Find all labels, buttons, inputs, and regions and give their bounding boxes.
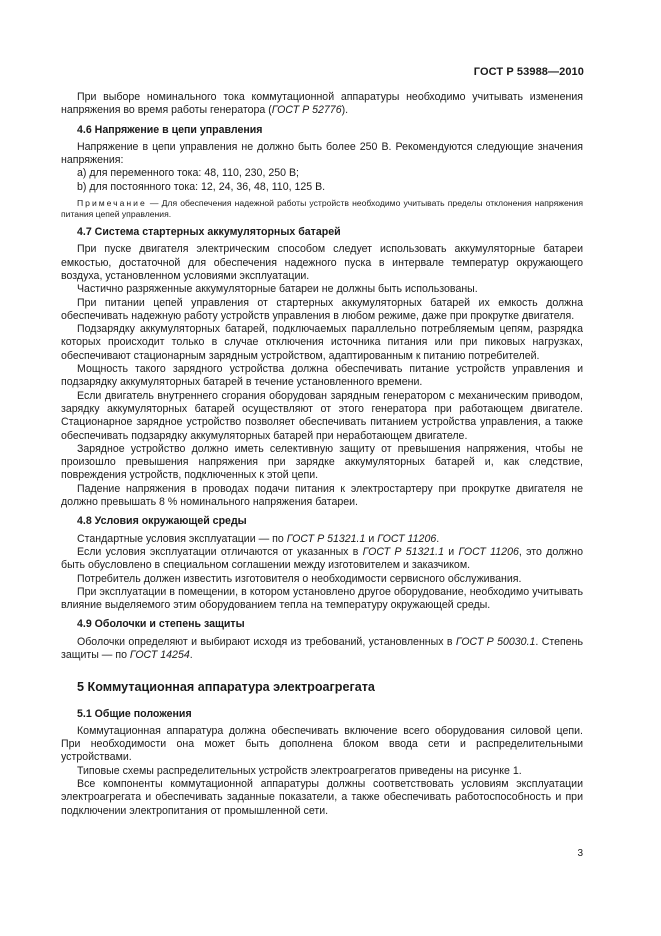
text: Если условия эксплуатации отличаются от указанных в <box>77 545 363 558</box>
paragraph: Коммутационная аппаратура должна обеспечивать включение всего оборудования силовой цепи. При необходимости она может быть дополнена блоком ввода сети и распределительными устройствами. <box>61 724 583 764</box>
note <box>61 198 583 220</box>
list-item-b: b) для постоянного тока: 12, 24, 36, 48, 110, 125 В. <box>77 180 326 193</box>
standard-reference: ГОСТ Р 51321.1 <box>362 545 445 558</box>
section-heading-4-6: 4.6 Напряжение в цепи управления <box>77 123 263 136</box>
paragraph <box>61 636 583 663</box>
section-heading-4-7: 4.7 Система стартерных аккумуляторных батарей <box>77 226 341 239</box>
paragraph: Типовые схемы распределительных устройств электроагрегатов приведены на рисунке 1. <box>77 764 522 777</box>
text: Стандартные условия эксплуатации — по <box>77 532 287 545</box>
text: , это должно быть обусловлено в специальном соглашении между изготовителем и заказчиком. <box>61 545 583 572</box>
standard-reference: ГОСТ 14254 <box>129 648 190 661</box>
section-heading-5: 5 Коммутационная аппаратура электроагрегата <box>77 680 375 695</box>
paragraph: Зарядное устройство должно иметь селективную защиту от превышения напряжения, чтобы не произошло превышения напряжения при зарядке аккумуляторных батарей и, как следствие, повреждения устройств, подключенных к этой цепи. <box>61 442 583 482</box>
paragraph <box>61 533 583 546</box>
paragraph: Мощность такого зарядного устройства должна обеспечивать питание устройств управления и подзарядку аккумуляторных батарей в течение установленного времени. <box>61 363 583 389</box>
note-label: Примечание <box>77 198 147 209</box>
document-id-header: ГОСТ Р 53988—2010 <box>473 66 584 78</box>
paragraph: Падение напряжения в проводах подачи питания к электростартеру при прокрутке двигателя не должно превышать 8 % номинального напряжения батареи. <box>61 482 583 509</box>
section-heading-4-8: 4.8 Условия окружающей среды <box>77 515 247 528</box>
paragraph: Частично разряженные аккумуляторные батареи не должны быть использованы. <box>77 283 478 296</box>
paragraph: При питании цепей управления от стартерных аккумуляторных батарей их емкость должна обеспечивать надежную работу устройств управления в любом режиме, даже при прокрутке двигателя. <box>61 296 583 322</box>
list-item-a: а) для переменного тока: 48, 110, 230, 250 В; <box>77 167 299 180</box>
intro-text-end: ). <box>341 104 349 117</box>
paragraph: При эксплуатации в помещении, в котором установлено другое оборудование, необходимо учитывать влияние выделяемого этим оборудованием тепла на температуру окружающей среды. <box>61 585 583 612</box>
paragraph: Потребитель должен известить изготовителя о необходимости сервисного обслуживания. <box>77 572 522 585</box>
paragraph <box>61 546 583 573</box>
paragraph: Все компоненты коммутационной аппаратуры должны соответствовать условиям эксплуатации электроагрегата и обеспечивать заданные показатели, а также обеспечивать работоспособность и при подключении электропитания от промышленной сети. <box>61 778 583 817</box>
intro-paragraph <box>61 91 583 118</box>
standard-reference: ГОСТ 11206 <box>377 532 437 545</box>
paragraph: При пуске двигателя электрическим способом следует использовать аккумуляторные батареи емкостью, достаточной для обеспечения надежного пуска в интервале температур окружающего воздуха, установленном условиями эксплуатации. <box>61 243 583 282</box>
page-number: 3 <box>577 848 583 859</box>
intro-text: При выборе номинального тока коммутационной аппаратуры необходимо учитывать изменения напряжения во время работы генератора ( <box>61 91 583 117</box>
text: Оболочки определяют и выбирают исходя из требований, установленных в <box>77 635 456 648</box>
note-text: — Для обеспечения надежной работы устройств необходимо учитывать пределы отклонения напряжения питания цепей управления. <box>61 198 583 220</box>
text: . Степень защиты — по <box>61 635 583 661</box>
paragraph: Напряжение в цепи управления не должно быть более 250 В. Рекомендуются следующие значения напряжения: <box>61 140 583 167</box>
standard-reference: ГОСТ 11206 <box>458 545 519 558</box>
paragraph: Подзарядку аккумуляторных батарей, подключаемых параллельно потребляемым цепям, разрядка которых происходит только в случае отключения источника питания или при пиковых нагрузках, обеспечивают стационарным зарядным устройством, адаптированным к питанию потребителей. <box>61 323 583 362</box>
text: . <box>189 648 193 661</box>
page-content <box>61 91 583 818</box>
paragraph: Если двигатель внутреннего сгорания оборудован зарядным генератором с механическим приводом, зарядку аккумуляторных батарей осуществляют от этого генератора при работающем двигателе. Стационарное зарядное устройство позволяет обеспечивать питанием устройства управления, а также обеспечивать подзарядку аккумуляторных батарей при неработающем двигателе. <box>61 389 583 442</box>
section-heading-5-1: 5.1 Общие положения <box>77 707 192 720</box>
standard-reference: ГОСТ Р 52776 <box>271 104 342 117</box>
text: . <box>436 532 440 545</box>
standard-reference: ГОСТ Р 50030.1 <box>455 635 536 648</box>
text: и <box>444 545 459 558</box>
text: и <box>365 532 378 545</box>
section-heading-4-9: 4.9 Оболочки и степень защиты <box>77 618 245 631</box>
standard-reference: ГОСТ Р 51321.1 <box>286 532 366 545</box>
